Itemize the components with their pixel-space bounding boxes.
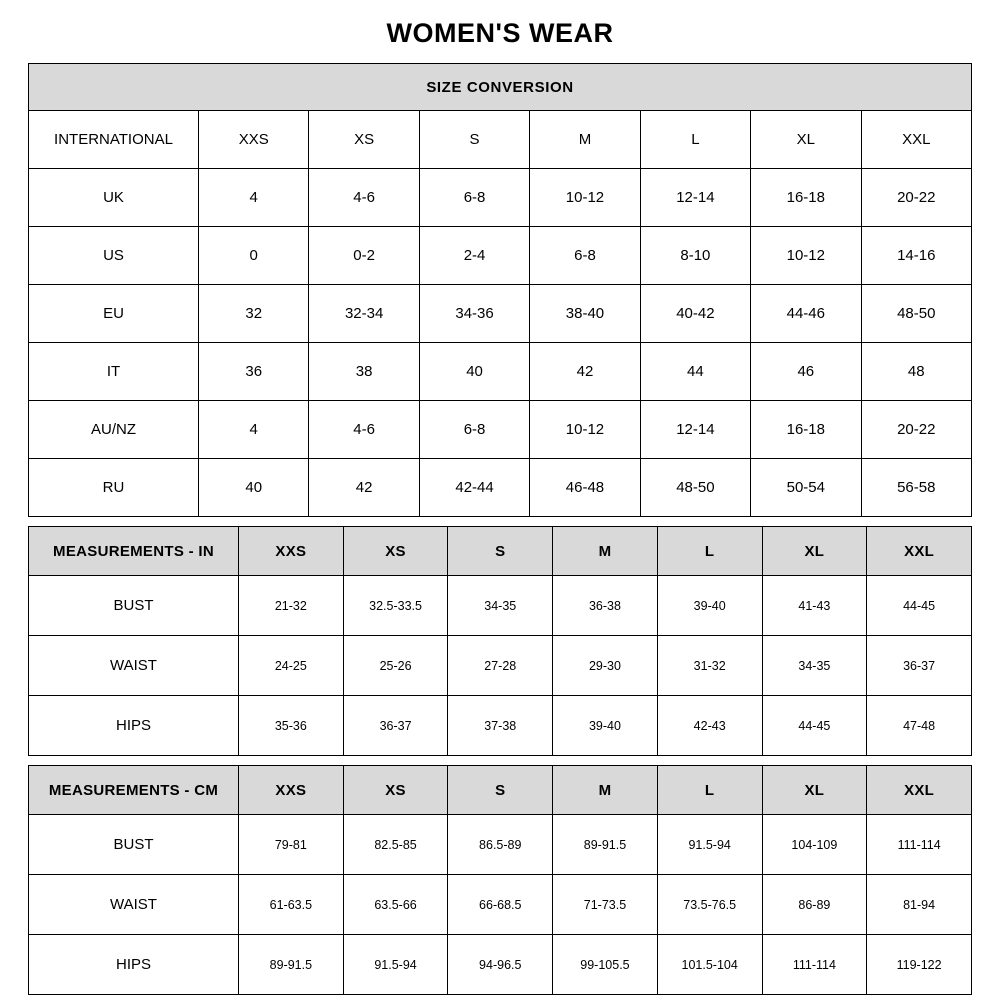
table-cell: M <box>530 111 640 169</box>
table-cell: 111-114 <box>867 815 972 875</box>
table-cell: L <box>640 111 750 169</box>
table-cell: 99-105.5 <box>553 935 658 995</box>
table-cell: 44 <box>640 343 750 401</box>
table-cell: 47-48 <box>867 696 972 756</box>
size-column-header: XXS <box>239 766 344 815</box>
row-label: HIPS <box>29 696 239 756</box>
table-row <box>29 285 972 343</box>
table-cell: 42 <box>309 459 419 517</box>
size-column-header: S <box>448 766 553 815</box>
row-label: WAIST <box>29 636 239 696</box>
table-cell: 42-43 <box>657 696 762 756</box>
table-cell: 36-38 <box>553 576 658 636</box>
size-conversion-table <box>28 63 972 517</box>
table-cell: 34-35 <box>762 636 867 696</box>
table-row <box>29 401 972 459</box>
table-cell: XS <box>309 111 419 169</box>
table-cell: 29-30 <box>553 636 658 696</box>
row-label: HIPS <box>29 935 239 995</box>
table-cell: 6-8 <box>419 401 529 459</box>
table-cell: 86.5-89 <box>448 815 553 875</box>
table-cell: S <box>419 111 529 169</box>
table-cell: 4 <box>199 401 309 459</box>
table-cell: 91.5-94 <box>343 935 448 995</box>
table-cell: 40 <box>199 459 309 517</box>
table-row <box>29 636 972 696</box>
table-cell: 10-12 <box>530 401 640 459</box>
table-cell: XXL <box>861 111 971 169</box>
table-cell: 46 <box>751 343 861 401</box>
measurements-in-body <box>29 576 972 756</box>
table-cell: 48 <box>861 343 971 401</box>
table-cell: 38-40 <box>530 285 640 343</box>
table-cell: 34-36 <box>419 285 529 343</box>
table-cell: 36 <box>199 343 309 401</box>
table-cell: 12-14 <box>640 169 750 227</box>
table-cell: 4 <box>199 169 309 227</box>
table-row <box>29 875 972 935</box>
table-cell: XL <box>751 111 861 169</box>
table-cell: 20-22 <box>861 169 971 227</box>
table-cell: 48-50 <box>861 285 971 343</box>
measurements-cm-title: MEASUREMENTS - CM <box>29 766 239 815</box>
table-cell: 44-45 <box>867 576 972 636</box>
table-cell: 119-122 <box>867 935 972 995</box>
size-conversion-body <box>29 111 972 517</box>
table-row <box>29 696 972 756</box>
table-cell: 25-26 <box>343 636 448 696</box>
size-column-header: XXL <box>867 766 972 815</box>
row-label: IT <box>29 343 199 401</box>
table-row <box>29 111 972 169</box>
size-column-header: L <box>657 527 762 576</box>
table-cell: 32 <box>199 285 309 343</box>
table-cell: 31-32 <box>657 636 762 696</box>
table-cell: 111-114 <box>762 935 867 995</box>
table-cell: 0 <box>199 227 309 285</box>
table-cell: 10-12 <box>530 169 640 227</box>
table-cell: 40-42 <box>640 285 750 343</box>
table-cell: 35-36 <box>239 696 344 756</box>
table-cell: 6-8 <box>419 169 529 227</box>
table-cell: 44-46 <box>751 285 861 343</box>
table-cell: 24-25 <box>239 636 344 696</box>
table-cell: 38 <box>309 343 419 401</box>
table-cell: 42-44 <box>419 459 529 517</box>
table-cell: 46-48 <box>530 459 640 517</box>
table-cell: 82.5-85 <box>343 815 448 875</box>
measurements-cm-table <box>28 765 972 995</box>
table-row <box>29 169 972 227</box>
table-cell: 12-14 <box>640 401 750 459</box>
table-cell: 27-28 <box>448 636 553 696</box>
table-cell: 32.5-33.5 <box>343 576 448 636</box>
table-cell: 39-40 <box>657 576 762 636</box>
table-row <box>29 459 972 517</box>
table-cell: 36-37 <box>343 696 448 756</box>
size-column-header: XL <box>762 527 867 576</box>
table-row <box>29 815 972 875</box>
size-column-header: XL <box>762 766 867 815</box>
table-cell: 104-109 <box>762 815 867 875</box>
table-cell: 86-89 <box>762 875 867 935</box>
table-cell: 20-22 <box>861 401 971 459</box>
table-cell: 36-37 <box>867 636 972 696</box>
table-cell: 4-6 <box>309 169 419 227</box>
size-column-header: L <box>657 766 762 815</box>
size-column-header: XS <box>343 766 448 815</box>
row-label: BUST <box>29 576 239 636</box>
table-cell: 8-10 <box>640 227 750 285</box>
table-cell: 66-68.5 <box>448 875 553 935</box>
row-label: US <box>29 227 199 285</box>
row-label: UK <box>29 169 199 227</box>
page-title: WOMEN'S WEAR <box>386 18 614 48</box>
table-cell: 63.5-66 <box>343 875 448 935</box>
size-conversion-band: SIZE CONVERSION <box>29 64 972 111</box>
table-cell: 94-96.5 <box>448 935 553 995</box>
row-label: RU <box>29 459 199 517</box>
table-cell: 4-6 <box>309 401 419 459</box>
table-cell: XXS <box>199 111 309 169</box>
table-cell: 89-91.5 <box>553 815 658 875</box>
table-cell: 44-45 <box>762 696 867 756</box>
table-cell: 39-40 <box>553 696 658 756</box>
table-row <box>29 935 972 995</box>
table-row <box>29 227 972 285</box>
table-cell: 50-54 <box>751 459 861 517</box>
measurements-cm-body <box>29 815 972 995</box>
size-column-header: S <box>448 527 553 576</box>
table-cell: 61-63.5 <box>239 875 344 935</box>
size-column-header: M <box>553 766 658 815</box>
table-cell: 10-12 <box>751 227 861 285</box>
size-column-header: M <box>553 527 658 576</box>
table-cell: 56-58 <box>861 459 971 517</box>
table-cell: 40 <box>419 343 529 401</box>
size-column-header: XXL <box>867 527 972 576</box>
table-cell: 32-34 <box>309 285 419 343</box>
table-cell: 16-18 <box>751 401 861 459</box>
row-label: BUST <box>29 815 239 875</box>
row-label: AU/NZ <box>29 401 199 459</box>
table-cell: 101.5-104 <box>657 935 762 995</box>
table-cell: 42 <box>530 343 640 401</box>
table-cell: 34-35 <box>448 576 553 636</box>
measurements-in-table <box>28 526 972 756</box>
table-cell: 6-8 <box>530 227 640 285</box>
row-label: WAIST <box>29 875 239 935</box>
measurements-in-title: MEASUREMENTS - IN <box>29 527 239 576</box>
table-cell: 37-38 <box>448 696 553 756</box>
table-cell: 89-91.5 <box>239 935 344 995</box>
table-cell: 81-94 <box>867 875 972 935</box>
table-cell: 14-16 <box>861 227 971 285</box>
table-cell: 41-43 <box>762 576 867 636</box>
measurements-cm-header-row <box>29 766 972 815</box>
row-label: INTERNATIONAL <box>29 111 199 169</box>
size-column-header: XXS <box>239 527 344 576</box>
table-cell: 71-73.5 <box>553 875 658 935</box>
table-cell: 48-50 <box>640 459 750 517</box>
table-cell: 73.5-76.5 <box>657 875 762 935</box>
measurements-in-header-row <box>29 527 972 576</box>
row-label: EU <box>29 285 199 343</box>
size-column-header: XS <box>343 527 448 576</box>
table-cell: 91.5-94 <box>657 815 762 875</box>
table-cell: 16-18 <box>751 169 861 227</box>
table-row <box>29 343 972 401</box>
table-cell: 79-81 <box>239 815 344 875</box>
table-cell: 0-2 <box>309 227 419 285</box>
table-cell: 21-32 <box>239 576 344 636</box>
table-cell: 2-4 <box>419 227 529 285</box>
table-row <box>29 576 972 636</box>
size-conversion-header-row <box>29 64 972 111</box>
